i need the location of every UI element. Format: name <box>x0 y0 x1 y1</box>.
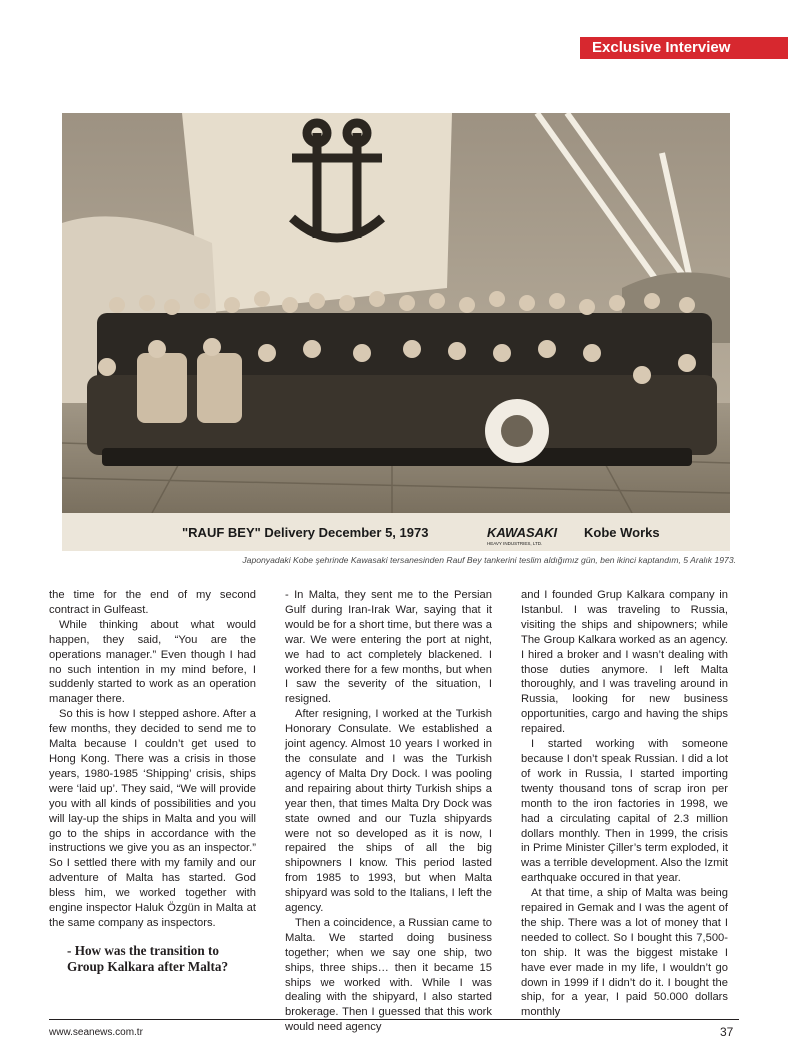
article-column-2 <box>285 588 492 1035</box>
paragraph: - In Malta, they sent me to the Persian Gulf during Iran-Irak War, saying that it would be for a short time, but there was a war. We were entering the port at night, we had to act completely blackened. I worked there for a few months, but when I saw the severity of the situation, I resigned. <box>285 589 492 706</box>
article-column-3 <box>521 588 728 1020</box>
article-column-1 <box>49 588 256 975</box>
life-ring-icon <box>485 399 549 463</box>
photo-logo-subtext: HEAVY INDUSTRIES, LTD. <box>487 541 543 546</box>
paragraph: the time for the end of my second contract in Gulfeast. <box>49 589 256 616</box>
photo-location-text: Kobe Works <box>584 525 660 540</box>
photo-caption: Japonyadaki Kobe şehrinde Kawasaki tersanesinden Rauf Bey tankerini teslim aldığımız gün, ben ikinci kaptandım, 5 Aralık 1973. <box>242 555 736 565</box>
interview-question: - How was the transition to Group Kalkara after Malta? <box>67 942 229 974</box>
paragraph: While thinking about what would happen, they said, “You are the operations manager.” Even though I had no such intention in my mind before, I suddenly started to work as an operation manager there. <box>49 618 256 706</box>
paragraph: I started working with someone because I don’t speak Russian. I did a lot of work in Russia, I started importing twenty thousand tons of scrap iron per month to the iron factories in 1998, we had a circulating capital of 2.3 million dollars monthly. Then in 1999, the crisis in Prime Minister Çiller’s term exploded, it was a terrible development. Also the Izmit earthquake occured in that year. <box>521 738 728 885</box>
paragraph: At that time, a ship of Malta was being repaired in Gemak and I was the agent of the ship. There was a lot of money that I needed to collect. So I bought this 7,500-ton ship. It was the biggest mistake I have ever made in my life, I wouldn’t go down in 1999 if I didn’t do it. I bought the ship, for a year, I paid 50.000 dollars monthly <box>521 887 728 1019</box>
footer-url: www.seanews.com.tr <box>49 1027 143 1038</box>
paragraph: Then a coincidence, a Russian came to Malta. We started doing business together; when we say one ship, two ships, three ships… then it became 15 ships we worked with. While I was dealing with the shipyard, I also started brokerage. Then I guessed that this work would need agency <box>285 916 492 1034</box>
footer-divider <box>49 1019 739 1020</box>
photo-logo-text: KAWASAKI <box>487 525 558 540</box>
paragraph: After resigning, I worked at the Turkish Honorary Consulate. We established a joint agency. Almost 10 years I worked in the consulate and I was the Turkish agency of Malta Dry Dock. I was pooling and repairing about thirty Turkish ships a year then, that times Malta Dry Dock was state owned and our Tuzla shipyards were not so developed as it is now, I repaired the ships of all the big shipowners I know. This period lasted from 1985 to 1993, but when Malta shipyard was sold to the Italians, I left the agency. <box>285 708 492 915</box>
paragraph: and I founded Grup Kalkara company in Istanbul. I was traveling to Russia, visiting the ships and shipowners; while The Group Kalkara worked as an agency. I hired a broker and I wasn’t dealing with those duties anymore. I left Malta thoroughly, and I was traveling around in Russia, looking for new business opportunities, cargo and having the ships repaired. <box>521 589 728 736</box>
section-label: Exclusive Interview <box>580 37 788 59</box>
archival-group-photo <box>62 113 730 551</box>
paragraph: So this is how I stepped ashore. After a few months, they decided to send me to Malta because I couldn’t get used to Hong Kong. There was a crisis in those years, 1980-1985 ‘Shipping’ crisis, ships were ‘laid up’. They said, “We will provide you with all kinds of possibilities and you will lay-up the ships in Malta and you will go to the ships in accordance with the instructions we give you as an inspector.” So I settled there with my family and our adventure of Malta has started. God bless him, we worked together with engine inspector Haluk Özgün in Malta at the same company as inspectors. <box>49 708 256 929</box>
photo-banner-text: "RAUF BEY" Delivery December 5, 1973 <box>182 525 429 540</box>
page-number: 37 <box>720 1025 734 1039</box>
